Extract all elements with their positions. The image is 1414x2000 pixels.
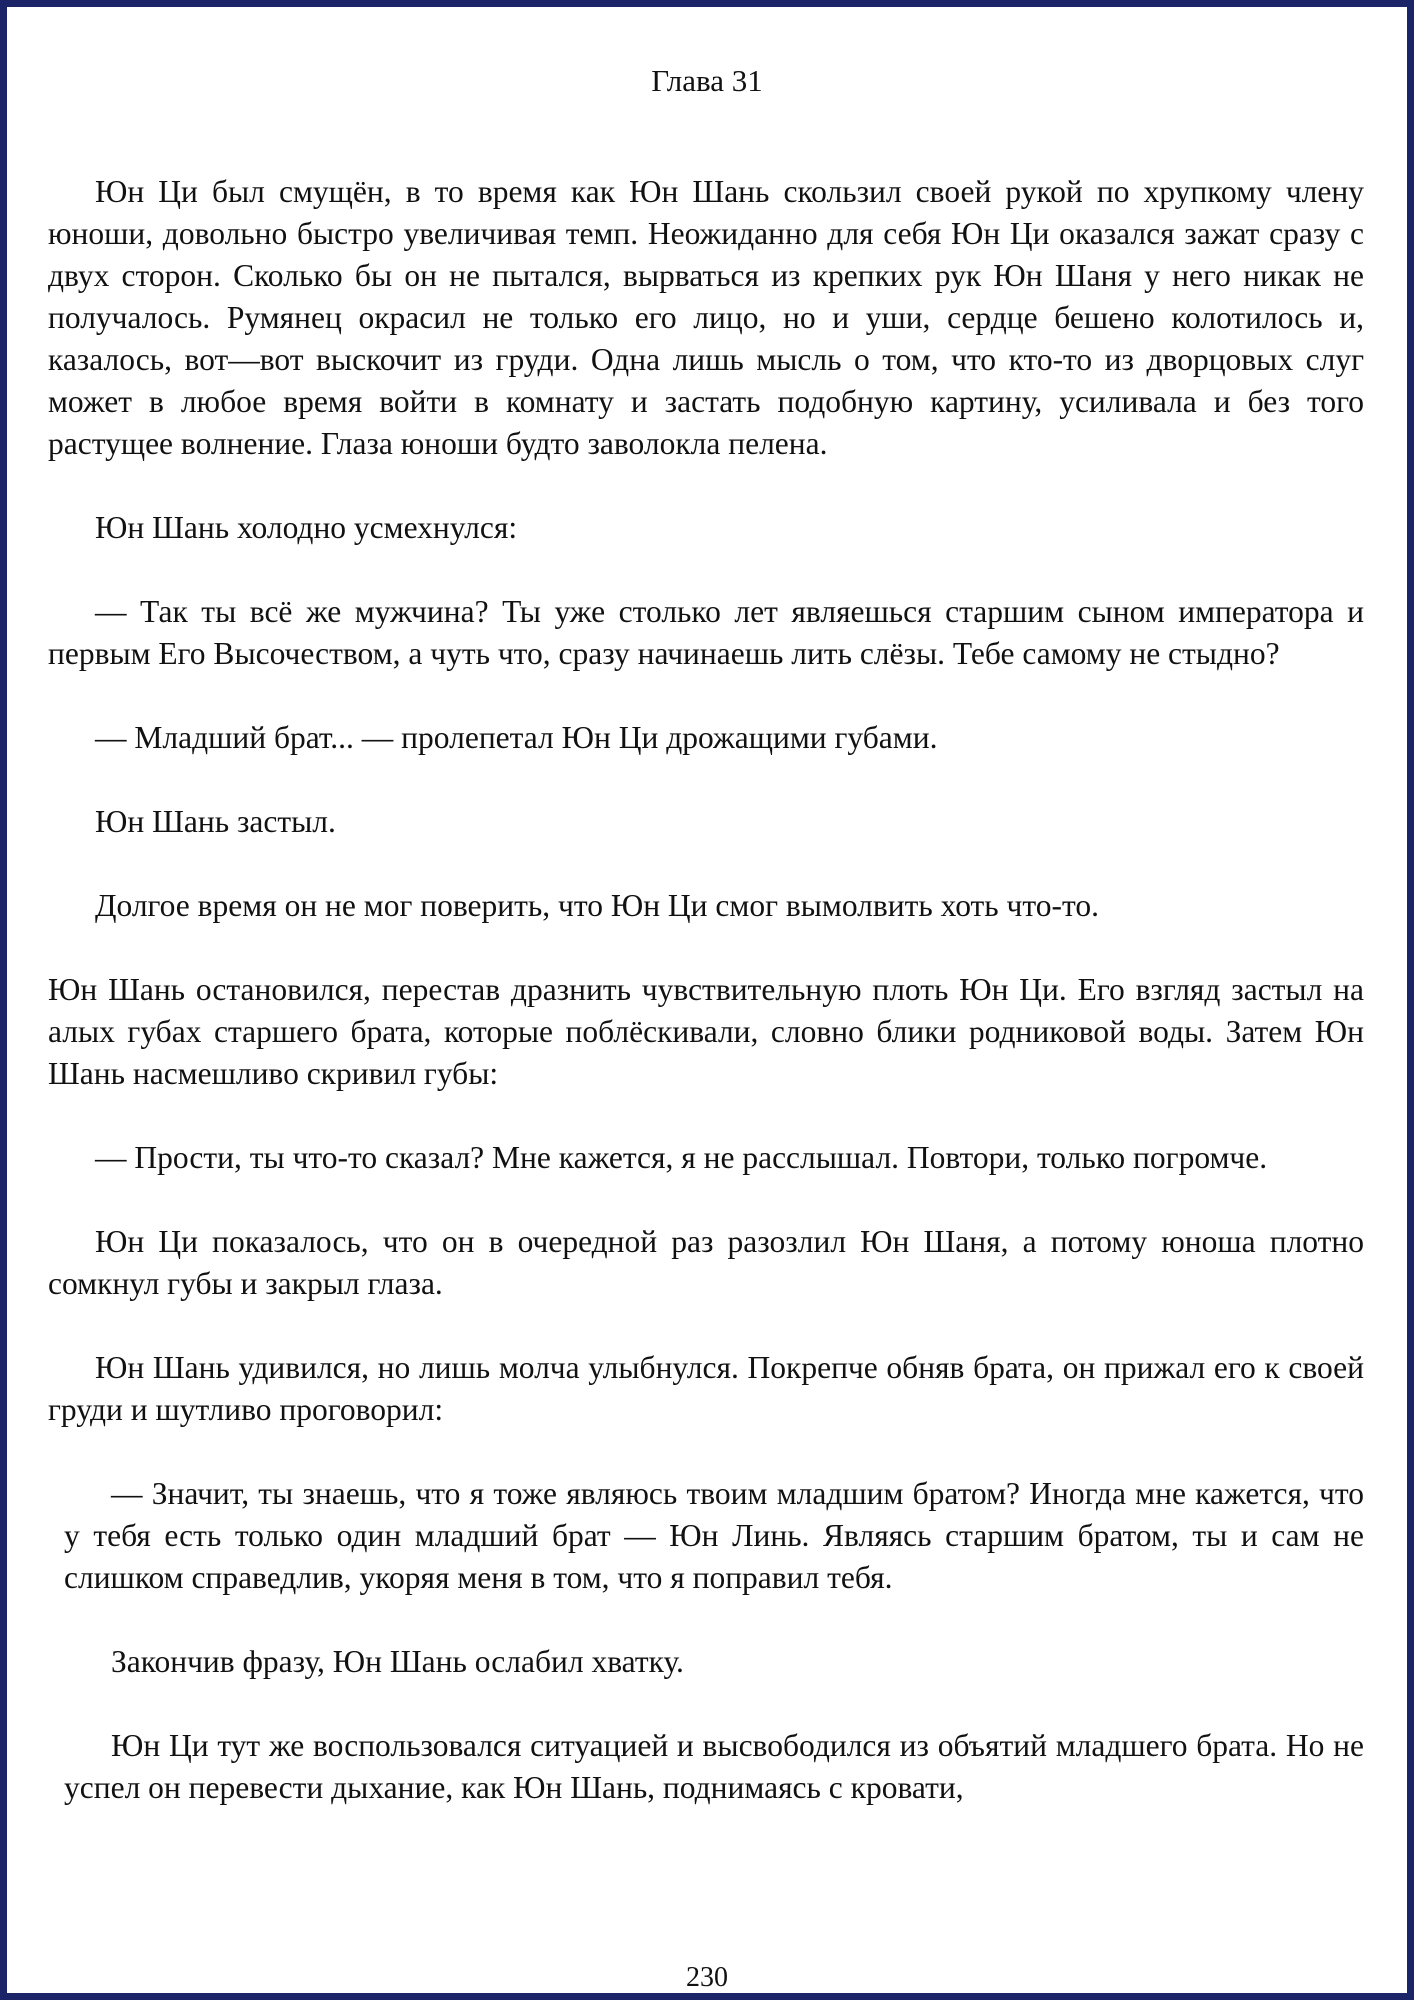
paragraph: — Значит, ты знаешь, что я тоже являюсь твоим младшим братом? Иногда мне кажется, что у тебя есть только один младший брат — Юн Линь. Являясь старшим братом, ты и сам не слишком справедлив, укоряя меня в том, что я поправил тебя. bbox=[64, 1476, 1364, 1595]
paragraph: Юн Ци показалось, что он в очередной раз разозлил Юн Шаня, а потому юноша плотно сомкнул губы и закрыл глаза. bbox=[48, 1224, 1364, 1301]
paragraph: Юн Шань холодно усмехнулся: bbox=[95, 510, 518, 545]
chapter-body bbox=[48, 171, 1364, 1851]
page-number: 230 bbox=[686, 1962, 728, 1993]
paragraph: — Так ты всё же мужчина? Ты уже столько лет являешься старшим сыном императора и первым Его Высочеством, а чуть что, сразу начинаешь лить слёзы. Тебе самому не стыдно? bbox=[48, 594, 1364, 671]
paragraph: Юн Шань удивился, но лишь молча улыбнулся. Покрепче обняв брата, он прижал его к своей груди и шутливо проговорил: bbox=[48, 1350, 1364, 1427]
paragraph: Юн Ци тут же воспользовался ситуацией и высвободился из объятий младшего брата. Но не успел он перевести дыхание, как Юн Шань, поднимаясь с кровати, bbox=[64, 1728, 1364, 1805]
paragraph: — Младший брат... — пролепетал Юн Ци дрожащими губами. bbox=[95, 720, 938, 755]
paragraph: Юн Шань застыл. bbox=[95, 804, 336, 839]
paragraph: Юн Шань остановился, перестав дразнить чувствительную плоть Юн Ци. Его взгляд застыл на алых губах старшего брата, которые поблёскивали, словно блики родниковой воды. Затем Юн Шань насмешливо скривил губы: bbox=[48, 972, 1364, 1091]
paragraph: Долгое время он не мог поверить, что Юн Ци смог вымолвить хоть что-то. bbox=[95, 888, 1099, 923]
chapter-title: Глава 31 bbox=[651, 63, 763, 98]
paragraph: Юн Ци был смущён, в то время как Юн Шань скользил своей рукой по хрупкому члену юноши, довольно быстро увеличивая темп. Неожиданно для себя Юн Ци оказался зажат сразу с двух сторон. Сколько бы он не пытался, вырваться из крепких рук Юн Шаня у него никак не получалось. Румянец окрасил не только его лицо, но и уши, сердце бешено колотилось и, казалось, вот—вот выскочит из груди. Одна лишь мысль о том, что кто-то из дворцовых слуг может в любое время войти в комнату и застать подобную картину, усиливала и без того растущее волнение. Глаза юноши будто заволокла пелена. bbox=[48, 174, 1364, 461]
paragraph: — Прости, ты что-то сказал? Мне кажется, я не расслышал. Повтори, только погромче. bbox=[95, 1140, 1268, 1175]
paragraph: Закончив фразу, Юн Шань ослабил хватку. bbox=[111, 1644, 684, 1679]
